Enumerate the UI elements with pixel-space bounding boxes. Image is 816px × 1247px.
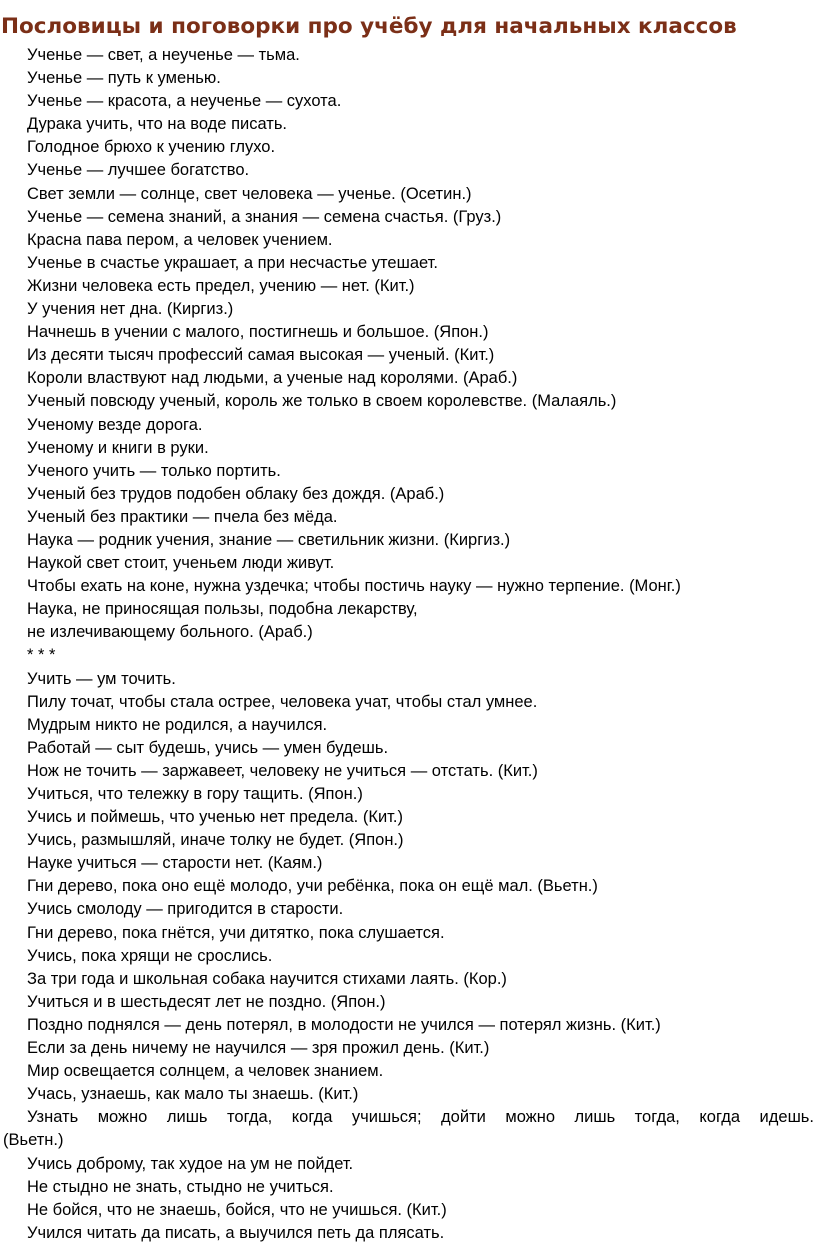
proverb-line: Ученье — свет, а неученье — тьма. [27,46,300,64]
proverb-line: Гни дерево, пока оно ещё молодо, учи ребёнка, пока он ещё мал. (Вьетн.) [27,877,598,896]
proverb-line: У учения нет дна. (Киргиз.) [27,300,234,319]
proverb-line: Ученому и книги в руки. [27,438,209,457]
proverb-line: Наукой свет стоит, ученьем люди живут. [27,554,335,573]
proverb-line: Науке учиться — старости нет. (Каям.) [27,854,323,873]
proverb-line: Учись смолоду — пригодится в старости. [27,900,344,919]
proverb-line: Чтобы ехать на коне, нужна уздечка; чтобы постичь науку — нужно терпение. (Монг.) [27,577,681,596]
proverb-line: Жизни человека есть предел, учению — нет. (Кит.) [27,276,415,295]
proverb-line: Учить — ум точить. [27,669,176,688]
proverb-line: Ученому везде дорога. [27,415,203,434]
proverb-line: Короли властвуют над людьми, а ученые над королями. (Араб.) [27,369,518,388]
proverb-line: Из десяти тысяч профессий самая высокая — ученый. (Кит.) [27,346,495,365]
proverb-line: Пилу точат, чтобы стала острее, человека учат, чтобы стал умнее. [27,692,538,711]
proverb-line: Красна пава пером, а человек учением. [27,230,333,249]
proverb-line: Учись и поймешь, что ученью нет предела. (Кит.) [27,808,403,827]
proverb-line: Ученье — семена знаний, а знания — семена счастья. (Груз.) [27,207,502,226]
proverb-line: Ученый повсюду ученый, король же только в своем королевстве. (Малаяль.) [27,392,617,411]
proverb-line: Узнать можно лишь тогда, когда учишься; дойти можно лишь тогда, когда идешь. [27,1108,814,1127]
proverb-list [0,44,816,1245]
proverb-line: Голодное брюхо к учению глухо. [27,138,276,157]
proverb-line: Учись, размышляй, иначе толку не будет. (Япон.) [27,831,404,850]
proverb-line: не излечивающему больного. (Араб.) [27,623,313,642]
proverb-line: Ученый без трудов подобен облаку без дождя. (Араб.) [27,484,445,503]
proverb-line: Гни дерево, пока гнётся, учи дитятко, пока слушается. [27,923,445,942]
proverb-line: Мир освещается солнцем, а человек знанием. [27,1062,384,1081]
proverb-line: Учиться, что тележку в гору тащить. (Япон.) [27,785,363,803]
proverb-line: Не бойся, что не знаешь, бойся, что не учишься. (Кит.) [27,1200,447,1219]
document-title: Пословицы и поговорки про учёбу для начальных классов [1,14,737,39]
proverb-line: Свет земли — солнце, свет человека — ученье. (Осетин.) [27,184,472,203]
proverb-line: Поздно поднялся — день потерял, в молодости не учился — потерял жизнь. (Кит.) [27,1015,661,1034]
proverb-line: Ученого учить — только портить. [27,461,281,480]
proverb-line: Учась, узнаешь, как мало ты знаешь. (Кит.) [27,1085,359,1104]
proverb-line: Ученье в счастье украшает, а при несчастье утешает. [27,253,438,272]
proverb-line: Не стыдно не знать, стыдно не учиться. [27,1177,334,1196]
proverb-line: Ученье — путь к уменью. [27,69,221,88]
proverb-line: Дурака учить, что на воде писать. [27,115,288,134]
proverb-line: Ученье — красота, а неученье — сухота. [27,92,342,111]
section-separator: * * * [27,646,56,665]
proverb-line: За три года и школьная собака научится стихами лаять. (Кор.) [27,969,507,988]
proverb-line: Работай — сыт будешь, учись — умен будешь. [27,738,389,757]
proverb-line: Учился читать да писать, а выучился петь да плясать. [27,1223,445,1242]
proverb-line: Учись доброму, так худое на ум не пойдет. [27,1154,354,1173]
proverb-line: Ученый без практики — пчела без мёда. [27,507,338,526]
proverb-line: Нож не точить — заржавеет, человеку не учиться — отстать. (Кит.) [27,761,538,780]
proverb-line: Учись, пока хрящи не срослись. [27,946,273,965]
proverb-line: (Вьетн.) [3,1131,64,1150]
proverb-line: Мудрым никто не родился, а научился. [27,715,328,734]
proverb-line: Начнешь в учении с малого, постигнешь и большое. (Япон.) [27,323,489,342]
proverb-line: Если за день ничему не научился — зря прожил день. (Кит.) [27,1039,490,1058]
proverb-line: Наука, не приносящая пользы, подобна лекарству, [27,600,418,619]
proverb-line: Учиться и в шестьдесят лет не поздно. (Япон.) [27,992,386,1011]
proverb-line: Наука — родник учения, знание — светильник жизни. (Киргиз.) [27,530,511,549]
proverb-line: Ученье — лучшее богатство. [27,161,250,180]
